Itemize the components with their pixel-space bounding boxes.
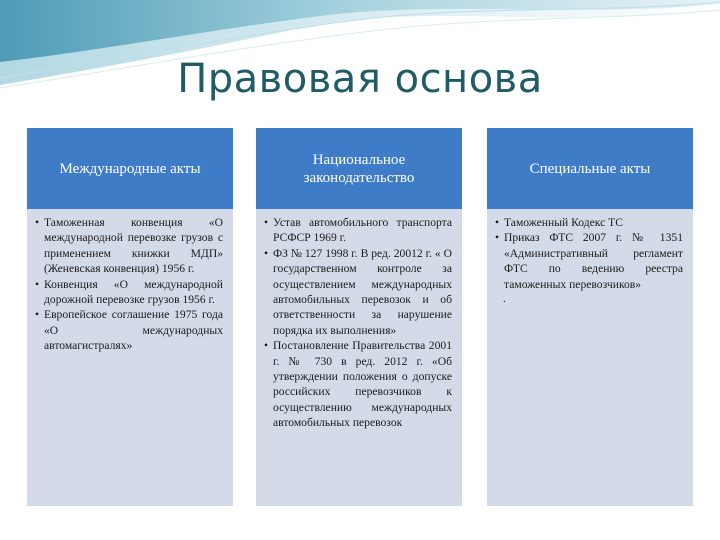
list-item: • Конвенция «О международной дорожной перевозке грузов 1956 г. (35, 277, 223, 308)
column-international-acts (27, 128, 233, 506)
column-header: Международные акты (27, 128, 233, 209)
page-title: Правовая основа (177, 56, 543, 102)
column-body (27, 209, 233, 506)
trailing-dot: . (503, 293, 506, 306)
list-item: • ФЗ № 127 1998 г. В ред. 20012 г. « О государственном контроле за осуществлением международных автомобильных перевозок и об ответственности за нарушение порядка их выполнения» (264, 246, 452, 338)
column-special-acts (487, 128, 693, 506)
list-item: • Приказ ФТС 2007 г. № 1351 «Административный регламент ФТС по ведению реестра таможенных перевозчиков» (495, 230, 683, 292)
bullet-list (35, 215, 223, 354)
column-header: Национальное законодательство (256, 128, 462, 209)
bullet-list (264, 215, 452, 431)
list-item: • Таможенная конвенция «О международной перевозке грузов с применением книжки МДП» (Женевская конвенция) 1956 г. (35, 215, 223, 277)
column-body (487, 209, 693, 506)
bullet-list (495, 215, 683, 292)
list-item: • Постановление Правительства 2001 г. № 730 в ред. 2012 г. «Об утверждении положения о допуске российских перевозчиков к осуществлению международных автомобильных перевозок (264, 338, 452, 430)
column-national-legislation (256, 128, 462, 506)
list-item: • Устав автомобильного транспорта РСФСР 1969 г. (264, 215, 452, 246)
list-item: • Европейское соглашение 1975 года «О международных автомагистралях» (35, 307, 223, 353)
column-header: Специальные акты (487, 128, 693, 209)
list-item: • Таможенный Кодекс ТС (495, 215, 683, 230)
column-body (256, 209, 462, 506)
